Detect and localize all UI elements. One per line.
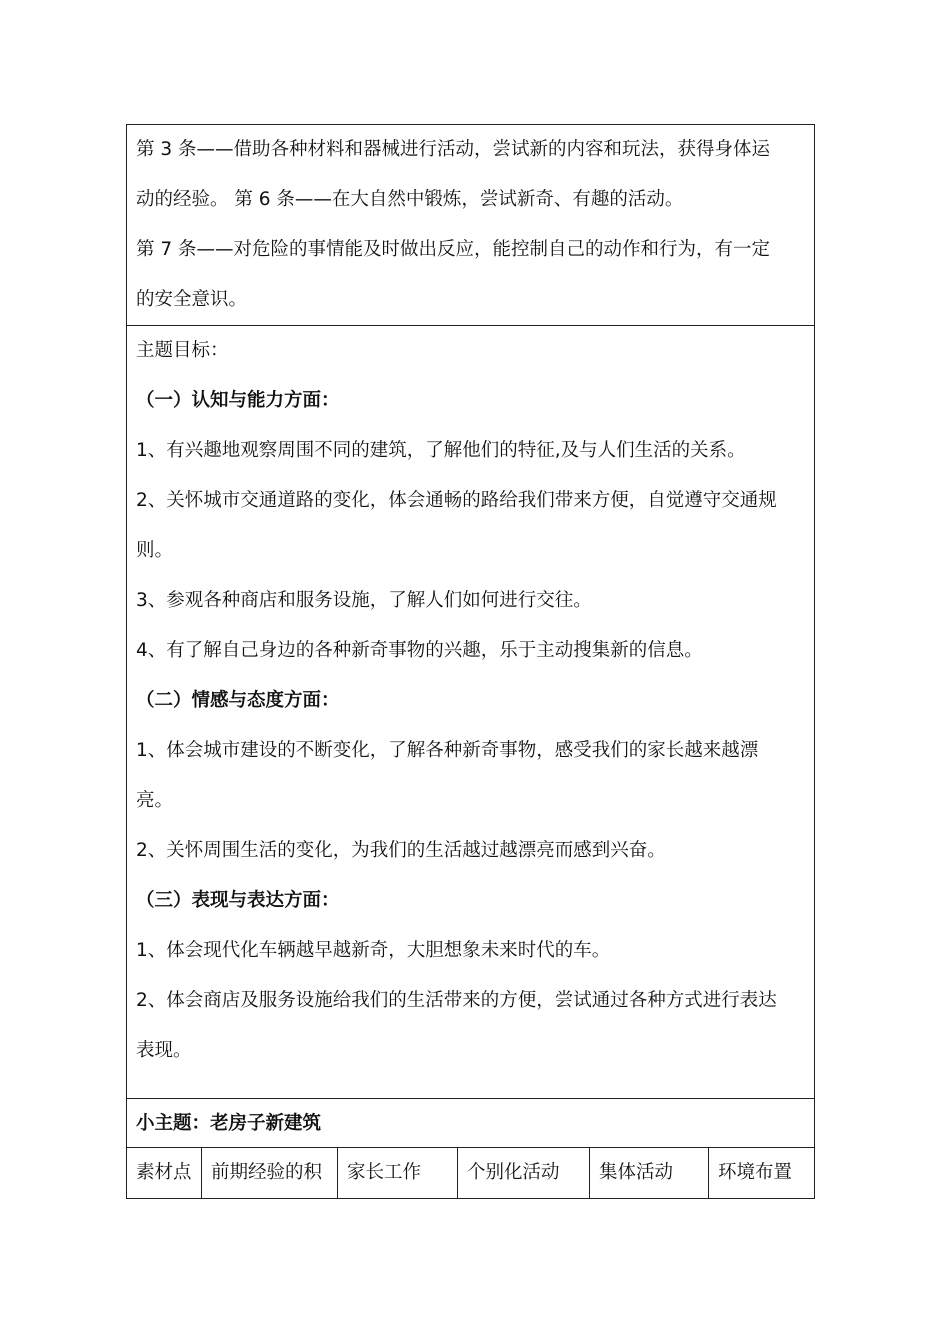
text-line: 1、体会城市建设的不断变化，了解各种新奇事物，感受我们的家长越来越漂 — [136, 740, 759, 761]
expression-heading: （三）表现与表达方面： — [136, 890, 340, 911]
emotion-heading: （二）情感与态度方面： — [136, 690, 340, 711]
text-line: 1、有兴趣地观察周围不同的建筑，了解他们的特征,及与人们生活的关系。 — [136, 440, 746, 461]
text-line: 表现。 — [136, 1040, 192, 1061]
subtopic-title: 小主题：老房子新建筑 — [136, 1113, 322, 1134]
text-line: 1、体会现代化车辆越早越新奇，大胆想象未来时代的车。 — [136, 940, 611, 961]
theme-goals-heading: 主题目标： — [136, 340, 229, 361]
text-line: 2、关怀周围生活的变化，为我们的生活越过越漂亮而感到兴奋。 — [136, 840, 666, 861]
text-line: 3、参观各种商店和服务设施，了解人们如何进行交往。 — [136, 590, 592, 611]
text-line: 2、体会商店及服务设施给我们的生活带来的方便，尝试通过各种方式进行表达 — [136, 990, 777, 1011]
text-line: 动的经验。 第 6 条——在大自然中锻炼，尝试新奇、有趣的活动。 — [136, 189, 684, 210]
theme-goals-section — [127, 326, 814, 1099]
text-line: 的安全意识。 — [136, 289, 248, 310]
text-line: 亮。 — [136, 790, 174, 811]
column-header-environment: 环境布置 — [718, 1162, 793, 1183]
plan-table — [126, 124, 815, 1199]
column-header-individual-activity: 个别化活动 — [458, 1148, 590, 1198]
column-header-group-activity: 集体活动 — [590, 1148, 709, 1198]
subtopic-section — [127, 1099, 814, 1148]
text-line: 第 7 条——对危险的事情能及时做出反应，能控制自己的动作和行为，有一定 — [136, 239, 771, 260]
columns-header-row — [127, 1148, 814, 1198]
column-header-parent-work: 家长工作 — [338, 1148, 458, 1198]
text-line: 第 3 条——借助各种材料和器械进行活动，尝试新的内容和玩法，获得身体运 — [136, 139, 771, 160]
development-goals-section — [127, 125, 814, 326]
text-line: 4、有了解自己身边的各种新奇事物的兴趣，乐于主动搜集新的信息。 — [136, 640, 703, 661]
text-line: 则。 — [136, 540, 174, 561]
text-line: 2、关怀城市交通道路的变化，体会通畅的路给我们带来方便，自觉遵守交通规 — [136, 490, 777, 511]
cognition-heading: （一）认知与能力方面： — [136, 390, 340, 411]
column-header-prior-experience: 前期经验的积 — [202, 1148, 338, 1198]
column-header-material: 素材点 — [127, 1148, 202, 1198]
